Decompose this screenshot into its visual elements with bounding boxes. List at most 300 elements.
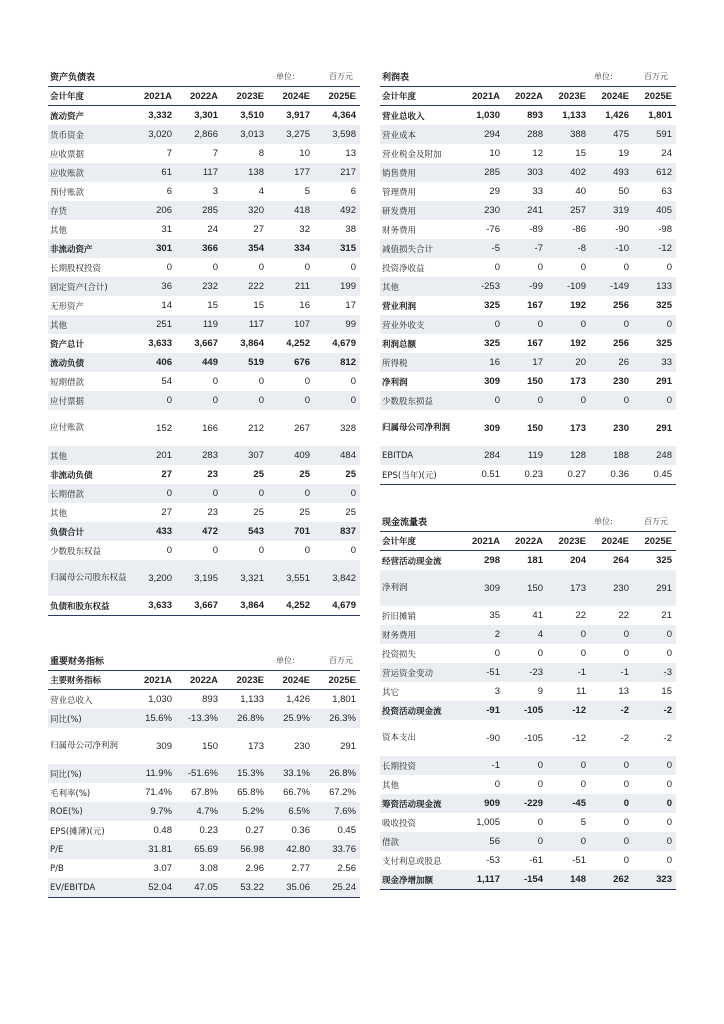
cell-value: 0 — [350, 376, 356, 387]
cell-value: 50 — [618, 186, 629, 197]
cell-value: 0 — [494, 779, 500, 790]
row-label: 其他 — [50, 225, 68, 236]
cell-value: 173 — [570, 376, 586, 387]
cell-value: 35.06 — [268, 878, 314, 898]
cell-value: 12 — [532, 148, 543, 159]
cell-value: 6 — [350, 186, 356, 197]
row-label: 资本支出 — [382, 732, 417, 743]
cell-value: 36 — [130, 277, 176, 296]
cell-value: 1,801 — [648, 110, 672, 121]
table-row — [48, 560, 360, 596]
cell-value: 181 — [527, 555, 543, 566]
cell-value: -45 — [547, 794, 590, 813]
row-label: 固定资产(合计) — [48, 277, 130, 296]
table-row — [48, 201, 360, 220]
cell-value: 0 — [537, 817, 543, 828]
table-header-row — [380, 87, 676, 106]
cash-flow-unit-label: 单位: — [594, 517, 613, 526]
cell-value: 893 — [202, 694, 218, 705]
column-header-label: 会计年度 — [380, 532, 461, 551]
table-row — [380, 182, 676, 201]
cell-value: 334 — [268, 239, 314, 258]
cell-value: -105 — [523, 732, 543, 744]
cash-flow-title: 现金流量表 — [382, 518, 428, 528]
cell-value: 0.51 — [461, 465, 504, 485]
cell-value: 285 — [176, 201, 222, 220]
cash-flow-header — [380, 511, 676, 532]
cell-value: 328 — [340, 422, 356, 434]
cell-value: 0 — [494, 262, 500, 273]
cell-value: -51 — [572, 855, 586, 866]
cell-value: 27 — [161, 469, 172, 480]
cell-value: 17 — [504, 353, 547, 372]
cell-value: 0 — [166, 262, 172, 273]
cell-value: -23 — [504, 663, 547, 682]
cell-value: 0 — [537, 648, 543, 659]
cell-value: 8 — [258, 148, 264, 159]
cell-value: 15.3% — [222, 764, 268, 783]
cell-value: 5 — [304, 186, 310, 197]
cell-value: -7 — [504, 239, 547, 258]
cell-value: 0 — [212, 376, 218, 387]
cell-value: 217 — [314, 163, 360, 182]
column-header-year: 2022A — [504, 532, 547, 551]
cell-value: 291 — [633, 570, 676, 606]
cell-value: 0 — [258, 262, 264, 273]
balance-sheet-unit-value: 百万元 — [329, 72, 353, 81]
cell-value: 0 — [504, 315, 547, 334]
cell-value: 406 — [130, 353, 176, 372]
table-row — [380, 239, 676, 258]
table-row — [48, 277, 360, 296]
cell-value: 0 — [623, 262, 629, 273]
table-row — [380, 220, 676, 239]
row-label: 投资净收益 — [382, 263, 425, 274]
column-header-label: 会计年度 — [380, 87, 461, 106]
cell-value: 152 — [156, 422, 172, 434]
cell-value: 319 — [590, 201, 633, 220]
row-label: 财务费用 — [382, 225, 417, 236]
table-row — [380, 720, 676, 756]
table-row — [48, 391, 360, 410]
cell-value: 267 — [294, 422, 310, 434]
row-label: 流动资产 — [50, 111, 85, 122]
column-header-year: 2022A — [176, 671, 222, 690]
cell-value: -51 — [461, 663, 504, 682]
row-label: 经营活动现金流 — [382, 556, 442, 567]
table-row — [380, 446, 676, 465]
table-row — [380, 391, 676, 410]
cell-value: 40 — [575, 186, 586, 197]
cell-value: 0 — [590, 315, 633, 334]
column-header-year: 2024E — [268, 671, 314, 690]
cell-value: 325 — [656, 338, 672, 349]
cell-value: 26.3% — [314, 709, 360, 728]
cell-value: 433 — [130, 522, 176, 541]
cell-value: 212 — [248, 422, 264, 434]
cell-value: -91 — [461, 701, 504, 720]
cell-value: -61 — [529, 855, 543, 866]
row-label: 同比(%) — [48, 764, 130, 783]
cell-value: 241 — [504, 201, 547, 220]
table-row — [380, 410, 676, 446]
cell-value: 0 — [268, 391, 314, 410]
cell-value: -5 — [461, 239, 504, 258]
cell-value: 2.77 — [291, 863, 310, 874]
key-ratios-table — [48, 671, 360, 898]
cell-value: 283 — [176, 446, 222, 465]
cell-value: 119 — [176, 315, 222, 334]
cell-value: 13 — [618, 686, 629, 697]
cell-value: 17 — [345, 300, 356, 311]
table-row — [48, 315, 360, 334]
cell-value: 173 — [570, 422, 586, 434]
cell-value: 27 — [161, 507, 172, 518]
cell-value: 0 — [547, 391, 590, 410]
row-label: 非流动资产 — [48, 239, 130, 258]
balance-sheet-panel — [48, 66, 360, 616]
cell-value: 285 — [461, 163, 504, 182]
cell-value: 0 — [623, 855, 629, 866]
row-label: 营业成本 — [380, 125, 461, 144]
cell-value: 211 — [268, 277, 314, 296]
cell-value: 25 — [299, 469, 310, 480]
cell-value: 22 — [575, 610, 586, 621]
cell-value: 4 — [504, 625, 547, 644]
cell-value: 256 — [613, 338, 629, 349]
cell-value: 16 — [461, 353, 504, 372]
cell-value: 13 — [345, 148, 356, 159]
cell-value: 1,117 — [461, 870, 504, 890]
table-row — [48, 372, 360, 391]
cell-value: -2 — [620, 732, 629, 744]
cell-value: 0 — [176, 484, 222, 503]
cell-value: 0 — [590, 756, 633, 775]
cell-value: 248 — [633, 446, 676, 465]
cell-value: 230 — [590, 570, 633, 606]
table-row — [48, 239, 360, 258]
table-row — [48, 764, 360, 783]
cell-value: 4.7% — [176, 802, 222, 821]
cell-value: 3,864 — [222, 596, 268, 616]
cell-value: 0 — [258, 376, 264, 387]
row-label: 归属母公司净利润 — [382, 422, 451, 433]
cell-value: 3,200 — [130, 560, 176, 596]
cell-value: 206 — [130, 201, 176, 220]
cell-value: 2.96 — [245, 863, 264, 874]
row-label: 销售费用 — [380, 163, 461, 182]
cell-value: 0 — [547, 315, 590, 334]
row-label: 折旧摊销 — [382, 611, 417, 622]
table-row — [48, 709, 360, 728]
cell-value: 67.8% — [191, 787, 218, 798]
cell-value: 0 — [590, 832, 633, 851]
cell-value: 294 — [461, 125, 504, 144]
cell-value: 26.8% — [222, 709, 268, 728]
table-row — [48, 125, 360, 144]
table-row — [48, 334, 360, 353]
column-header-year: 2025E — [314, 671, 360, 690]
key-ratios-header — [48, 650, 360, 671]
cell-value: 150 — [527, 376, 543, 387]
row-label: 应付账款 — [50, 422, 85, 433]
cell-value: 25.24 — [314, 878, 360, 898]
cell-value: 0 — [580, 262, 586, 273]
cell-value: 150 — [504, 570, 547, 606]
table-row — [48, 446, 360, 465]
cell-value: 0.27 — [245, 825, 264, 836]
cell-value: 0 — [494, 648, 500, 659]
cell-value: 32 — [299, 224, 310, 235]
cell-value: 192 — [570, 300, 586, 311]
cell-value: 0.23 — [504, 465, 547, 485]
cell-value: 320 — [222, 201, 268, 220]
table-row — [380, 201, 676, 220]
cell-value: 612 — [633, 163, 676, 182]
cell-value: 0 — [633, 391, 676, 410]
cell-value: 3,301 — [194, 110, 218, 121]
row-label: EPS(当年)(元) — [380, 465, 461, 485]
cell-value: 33.1% — [268, 764, 314, 783]
cell-value: 315 — [314, 239, 360, 258]
row-label: 其他 — [50, 508, 68, 519]
cell-value: 25.9% — [268, 709, 314, 728]
table-row — [380, 756, 676, 775]
table-row — [380, 551, 676, 571]
cell-value: 7.6% — [314, 802, 360, 821]
cell-value: 354 — [222, 239, 268, 258]
cell-value: -109 — [547, 277, 590, 296]
cell-value: 3,195 — [176, 560, 222, 596]
row-label: 投资活动现金流 — [380, 701, 461, 720]
cell-value: 230 — [461, 201, 504, 220]
column-header-year: 2024E — [268, 87, 314, 106]
table-row — [48, 541, 360, 560]
row-label: 长期股权投资 — [50, 263, 102, 274]
cell-value: 15 — [207, 300, 218, 311]
cell-value: 0 — [547, 756, 590, 775]
cell-value: -76 — [486, 224, 500, 235]
cash-flow-unit-value: 百万元 — [644, 517, 668, 526]
cell-value: 230 — [613, 376, 629, 387]
cell-value: 230 — [613, 422, 629, 434]
cell-value: 812 — [314, 353, 360, 372]
cell-value: 701 — [268, 522, 314, 541]
table-row — [48, 163, 360, 182]
cell-value: 1,426 — [286, 694, 310, 705]
cell-value: 402 — [547, 163, 590, 182]
cell-value: 201 — [130, 446, 176, 465]
income-statement-unit-label: 单位: — [594, 72, 613, 81]
table-row — [380, 353, 676, 372]
cell-value: 291 — [656, 376, 672, 387]
cell-value: 1,005 — [476, 817, 500, 828]
cell-value: 0 — [304, 545, 310, 556]
row-label: 短期借款 — [50, 377, 85, 388]
cell-value: 0.36 — [590, 465, 633, 485]
row-label: 筹资活动现金流 — [380, 794, 461, 813]
cell-value: 484 — [314, 446, 360, 465]
cell-value: 7 — [166, 148, 172, 159]
cell-value: -12 — [547, 701, 590, 720]
row-label: 现金净增加额 — [380, 870, 461, 890]
cell-value: 33.76 — [314, 840, 360, 859]
row-label: 存货 — [48, 201, 130, 220]
cell-value: 21 — [661, 610, 672, 621]
cell-value: 47.05 — [176, 878, 222, 898]
cell-value: -154 — [504, 870, 547, 890]
cash-flow-panel — [380, 511, 676, 890]
cell-value: 20 — [547, 353, 590, 372]
cell-value: 0 — [176, 391, 222, 410]
row-label: 少数股东损益 — [380, 391, 461, 410]
row-label: 流动负债 — [48, 353, 130, 372]
cell-value: 61 — [130, 163, 176, 182]
cell-value: 0 — [504, 391, 547, 410]
cell-value: 591 — [633, 125, 676, 144]
cell-value: 192 — [570, 338, 586, 349]
cell-value: 0.23 — [199, 825, 218, 836]
cell-value: 23 — [207, 507, 218, 518]
table-row — [48, 859, 360, 878]
cell-value: 325 — [656, 300, 672, 311]
column-header-year: 2025E — [633, 532, 676, 551]
table-row — [380, 315, 676, 334]
cell-value: 493 — [590, 163, 633, 182]
cell-value: 133 — [633, 277, 676, 296]
row-label: 营业税金及附加 — [382, 149, 442, 160]
cell-value: -1 — [461, 756, 504, 775]
cell-value: 167 — [527, 300, 543, 311]
cell-value: 167 — [527, 338, 543, 349]
row-label: 营业总收入 — [50, 695, 93, 706]
cell-value: 52.04 — [130, 878, 176, 898]
cell-value: 0 — [633, 625, 676, 644]
cell-value: -253 — [461, 277, 504, 296]
cell-value: 0 — [166, 545, 172, 556]
row-label: 少数股东权益 — [50, 546, 102, 557]
cell-value: 166 — [202, 422, 218, 434]
table-row — [380, 832, 676, 851]
key-ratios-unit-label: 单位: — [276, 656, 295, 665]
cell-value: -229 — [504, 794, 547, 813]
table-row — [380, 644, 676, 663]
cell-value: -98 — [658, 224, 672, 235]
cell-value: 35 — [489, 610, 500, 621]
row-label: 其他 — [48, 315, 130, 334]
cell-value: -99 — [504, 277, 547, 296]
cell-value: 309 — [461, 570, 504, 606]
row-label: 其他 — [382, 780, 400, 791]
cash-flow-table — [380, 532, 676, 890]
income-statement-unit-value: 百万元 — [644, 72, 668, 81]
cell-value: 0 — [212, 262, 218, 273]
cell-value: 119 — [504, 446, 547, 465]
row-label: 投资损失 — [382, 649, 417, 660]
cell-value: 25 — [299, 507, 310, 518]
cell-value: 26.8% — [314, 764, 360, 783]
table-row — [48, 522, 360, 541]
row-label: 营业外收支 — [380, 315, 461, 334]
table-row — [48, 783, 360, 802]
cell-value: -90 — [486, 732, 500, 744]
cell-value: 0 — [504, 832, 547, 851]
table-row — [380, 851, 676, 870]
cell-value: 3 — [494, 686, 500, 697]
cell-value: 0 — [580, 779, 586, 790]
cell-value: 475 — [590, 125, 633, 144]
row-label: 营业总收入 — [382, 111, 425, 122]
cell-value: 67.2% — [329, 787, 356, 798]
cell-value: 298 — [484, 555, 500, 566]
cell-value: 3,633 — [148, 338, 172, 349]
cell-value: 3,510 — [240, 110, 264, 121]
table-row — [48, 728, 360, 764]
row-label: 其它 — [382, 687, 400, 698]
row-label: 利润总额 — [382, 339, 417, 350]
cell-value: 150 — [202, 740, 218, 752]
row-label: 其他 — [48, 446, 130, 465]
cell-value: 309 — [156, 740, 172, 752]
cell-value: 3,551 — [268, 560, 314, 596]
cell-value: 0 — [222, 484, 268, 503]
cell-value: -2 — [633, 701, 676, 720]
cell-value: 0 — [633, 315, 676, 334]
cell-value: 472 — [176, 522, 222, 541]
cell-value: 325 — [484, 300, 500, 311]
cell-value: 0 — [304, 376, 310, 387]
cell-value: -13.3% — [176, 709, 222, 728]
cell-value: 148 — [547, 870, 590, 890]
cell-value: 0.36 — [291, 825, 310, 836]
balance-sheet-header — [48, 66, 360, 87]
table-row — [48, 690, 360, 710]
cell-value: 9 — [537, 686, 543, 697]
column-header-year: 2022A — [504, 87, 547, 106]
cell-value: 519 — [222, 353, 268, 372]
cell-value: 15 — [575, 148, 586, 159]
cell-value: 15.6% — [130, 709, 176, 728]
key-ratios-panel — [48, 650, 360, 898]
column-header-year: 2021A — [130, 87, 176, 106]
row-label: 管理费用 — [382, 187, 417, 198]
cell-value: 0 — [350, 262, 356, 273]
cell-value: -3 — [633, 663, 676, 682]
cell-value: 2,866 — [176, 125, 222, 144]
cell-value: 325 — [656, 555, 672, 566]
cell-value: 264 — [613, 555, 629, 566]
row-label: 归属母公司净利润 — [50, 740, 119, 751]
cell-value: 1,030 — [148, 694, 172, 705]
cell-value: 303 — [504, 163, 547, 182]
cell-value: 54 — [161, 376, 172, 387]
table-row — [380, 870, 676, 890]
column-header-label: 主要财务指标 — [48, 671, 130, 690]
cell-value: 366 — [176, 239, 222, 258]
cell-value: 291 — [656, 422, 672, 434]
cell-value: 6 — [166, 186, 172, 197]
income-statement-panel — [380, 66, 676, 485]
cell-value: 65.8% — [237, 787, 264, 798]
cell-value: 0 — [547, 625, 590, 644]
cell-value: 0 — [268, 484, 314, 503]
cell-value: 71.4% — [145, 787, 172, 798]
cell-value: -1 — [590, 663, 633, 682]
cell-value: 25 — [345, 469, 356, 480]
balance-sheet-table — [48, 87, 360, 616]
cell-value: -1 — [547, 663, 590, 682]
cell-value: 27 — [253, 224, 264, 235]
